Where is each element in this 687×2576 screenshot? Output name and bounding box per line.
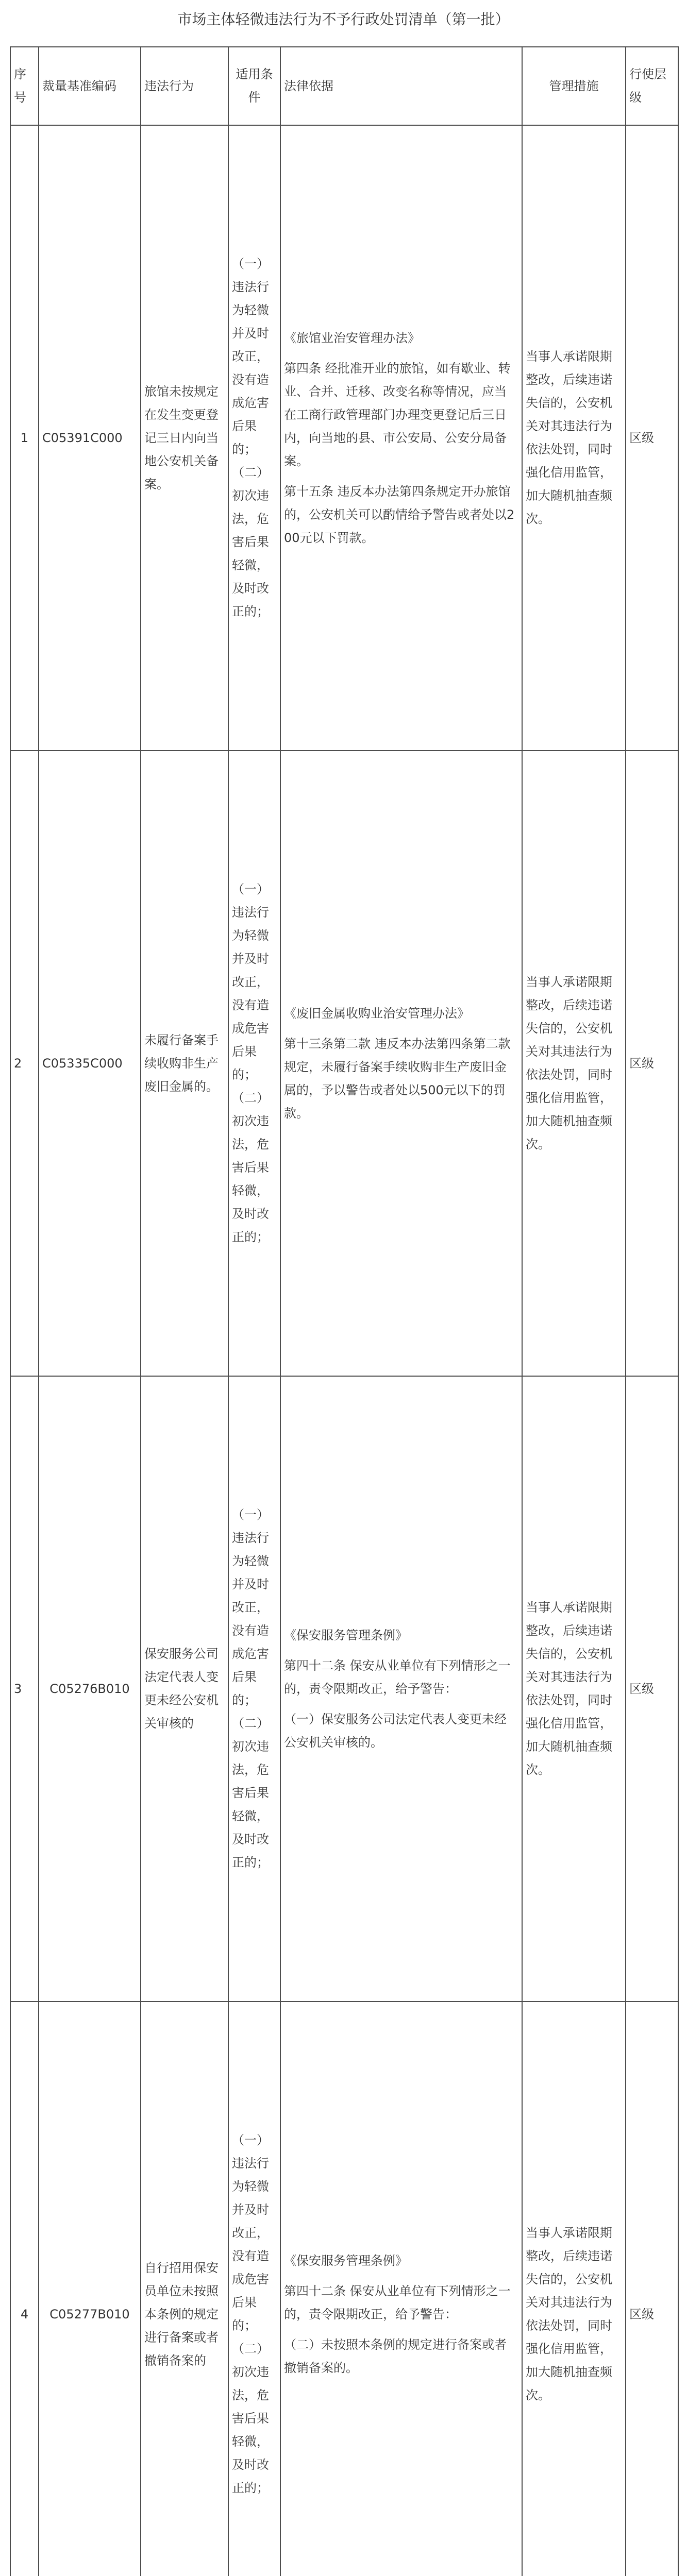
row-behavior: 未履行备案手续收购非生产废旧金属的。 <box>141 751 228 1376</box>
row-index: 3 <box>10 1376 39 2002</box>
table-row <box>10 1376 678 2002</box>
basis-article: 第十五条 违反本办法第四条规定开办旅馆的，公安机关可以酌情给予警告或者处以200元以下罚款。 <box>284 484 515 545</box>
table-row <box>10 2002 678 2576</box>
basis-item: （二）未按照本条例的规定进行备案或者撤销备案的。 <box>284 2337 507 2375</box>
condition-second: （二）初次违法，危害后果轻微，及时改正的； <box>232 2342 269 2495</box>
row-code: C05277B010 <box>39 2002 141 2576</box>
page-title: 市场主体轻微违法行为不予行政处罚清单（第一批） <box>177 11 510 28</box>
table-row <box>10 751 678 1376</box>
basis-item: （一）保安服务公司法定代表人变更未经公安机关审核的。 <box>284 1711 507 1750</box>
row-basis <box>280 1376 522 2002</box>
condition-second: （二）初次违法，危害后果轻微，及时改正的； <box>232 1091 269 1244</box>
basis-article: 第四十二条 保安从业单位有下列情形之一的，责令限期改正，给予警告： <box>284 1658 511 1696</box>
row-condition <box>228 1376 280 2002</box>
row-code: C05335C000 <box>39 751 141 1376</box>
condition-first: （一）违法行为轻微并及时改正，没有造成危害后果的； <box>232 1507 269 1707</box>
row-index: 1 <box>10 125 39 751</box>
row-measures: 当事人承诺限期整改，后续违诺失信的，公安机关对其违法行为依法处罚，同时强化信用监管，加大随机抽查频次。 <box>522 1376 626 2002</box>
basis-title: 《废旧金属收购业治安管理办法》 <box>284 1006 470 1021</box>
row-basis <box>280 751 522 1376</box>
header-basis: 法律依据 <box>280 47 522 125</box>
table-row <box>10 125 678 751</box>
row-measures: 当事人承诺限期整改，后续违诺失信的，公安机关对其违法行为依法处罚，同时强化信用监管，加大随机抽查频次。 <box>522 751 626 1376</box>
row-level: 区级 <box>626 2002 678 2576</box>
row-measures: 当事人承诺限期整改，后续违诺失信的，公安机关对其违法行为依法处罚，同时强化信用监管，加大随机抽查频次。 <box>522 2002 626 2576</box>
row-index: 2 <box>10 751 39 1376</box>
row-condition <box>228 2002 280 2576</box>
row-code: C05276B010 <box>39 1376 141 2002</box>
header-index: 序号 <box>10 47 39 125</box>
condition-first: （一）违法行为轻微并及时改正，没有造成危害后果的； <box>232 257 269 456</box>
condition-second: （二）初次违法，危害后果轻微，及时改正的； <box>232 465 269 619</box>
basis-title: 《保安服务管理条例》 <box>284 1628 408 1642</box>
condition-second: （二）初次违法，危害后果轻微，及时改正的； <box>232 1716 269 1870</box>
basis-title: 《旅馆业治安管理办法》 <box>284 330 420 345</box>
row-measures: 当事人承诺限期整改，后续违诺失信的，公安机关对其违法行为依法处罚，同时强化信用监管，加大随机抽查频次。 <box>522 125 626 751</box>
basis-title: 《保安服务管理条例》 <box>284 2253 408 2268</box>
row-level: 区级 <box>626 751 678 1376</box>
table-header-row <box>10 47 678 125</box>
row-code: C05391C000 <box>39 125 141 751</box>
row-behavior: 旅馆未按规定在发生变更登记三日内向当地公安机关备案。 <box>141 125 228 751</box>
header-level: 行使层级 <box>626 47 678 125</box>
header-behavior: 违法行为 <box>141 47 228 125</box>
row-basis <box>280 2002 522 2576</box>
penalty-exemption-table <box>10 46 679 2576</box>
condition-first: （一）违法行为轻微并及时改正，没有造成危害后果的； <box>232 2133 269 2333</box>
row-condition <box>228 751 280 1376</box>
basis-article: 第四条 经批准开业的旅馆，如有歇业、转业、合并、迁移、改变名称等情况，应当在工商行政管理部门办理变更登记后三日内，向当地的县、市公安局、公安分局备案。 <box>284 361 511 468</box>
condition-first: （一）违法行为轻微并及时改正，没有造成危害后果的； <box>232 882 269 1082</box>
row-index: 4 <box>10 2002 39 2576</box>
row-level: 区级 <box>626 1376 678 2002</box>
header-measures: 管理措施 <box>522 47 626 125</box>
row-basis <box>280 125 522 751</box>
header-condition: 适用条件 <box>228 47 280 125</box>
header-code: 裁量基准编码 <box>39 47 141 125</box>
row-behavior: 保安服务公司法定代表人变更未经公安机关审核的 <box>141 1376 228 2002</box>
basis-article: 第十三条第二款 违反本办法第四条第二款规定，未履行备案手续收购非生产废旧金属的，予以警告或者处以500元以下的罚款。 <box>284 1036 511 1121</box>
row-behavior: 自行招用保安员单位未按照本条例的规定进行备案或者撤销备案的 <box>141 2002 228 2576</box>
basis-article: 第四十二条 保安从业单位有下列情形之一的，责令限期改正，给予警告： <box>284 2283 511 2321</box>
row-condition <box>228 125 280 751</box>
row-level: 区级 <box>626 125 678 751</box>
